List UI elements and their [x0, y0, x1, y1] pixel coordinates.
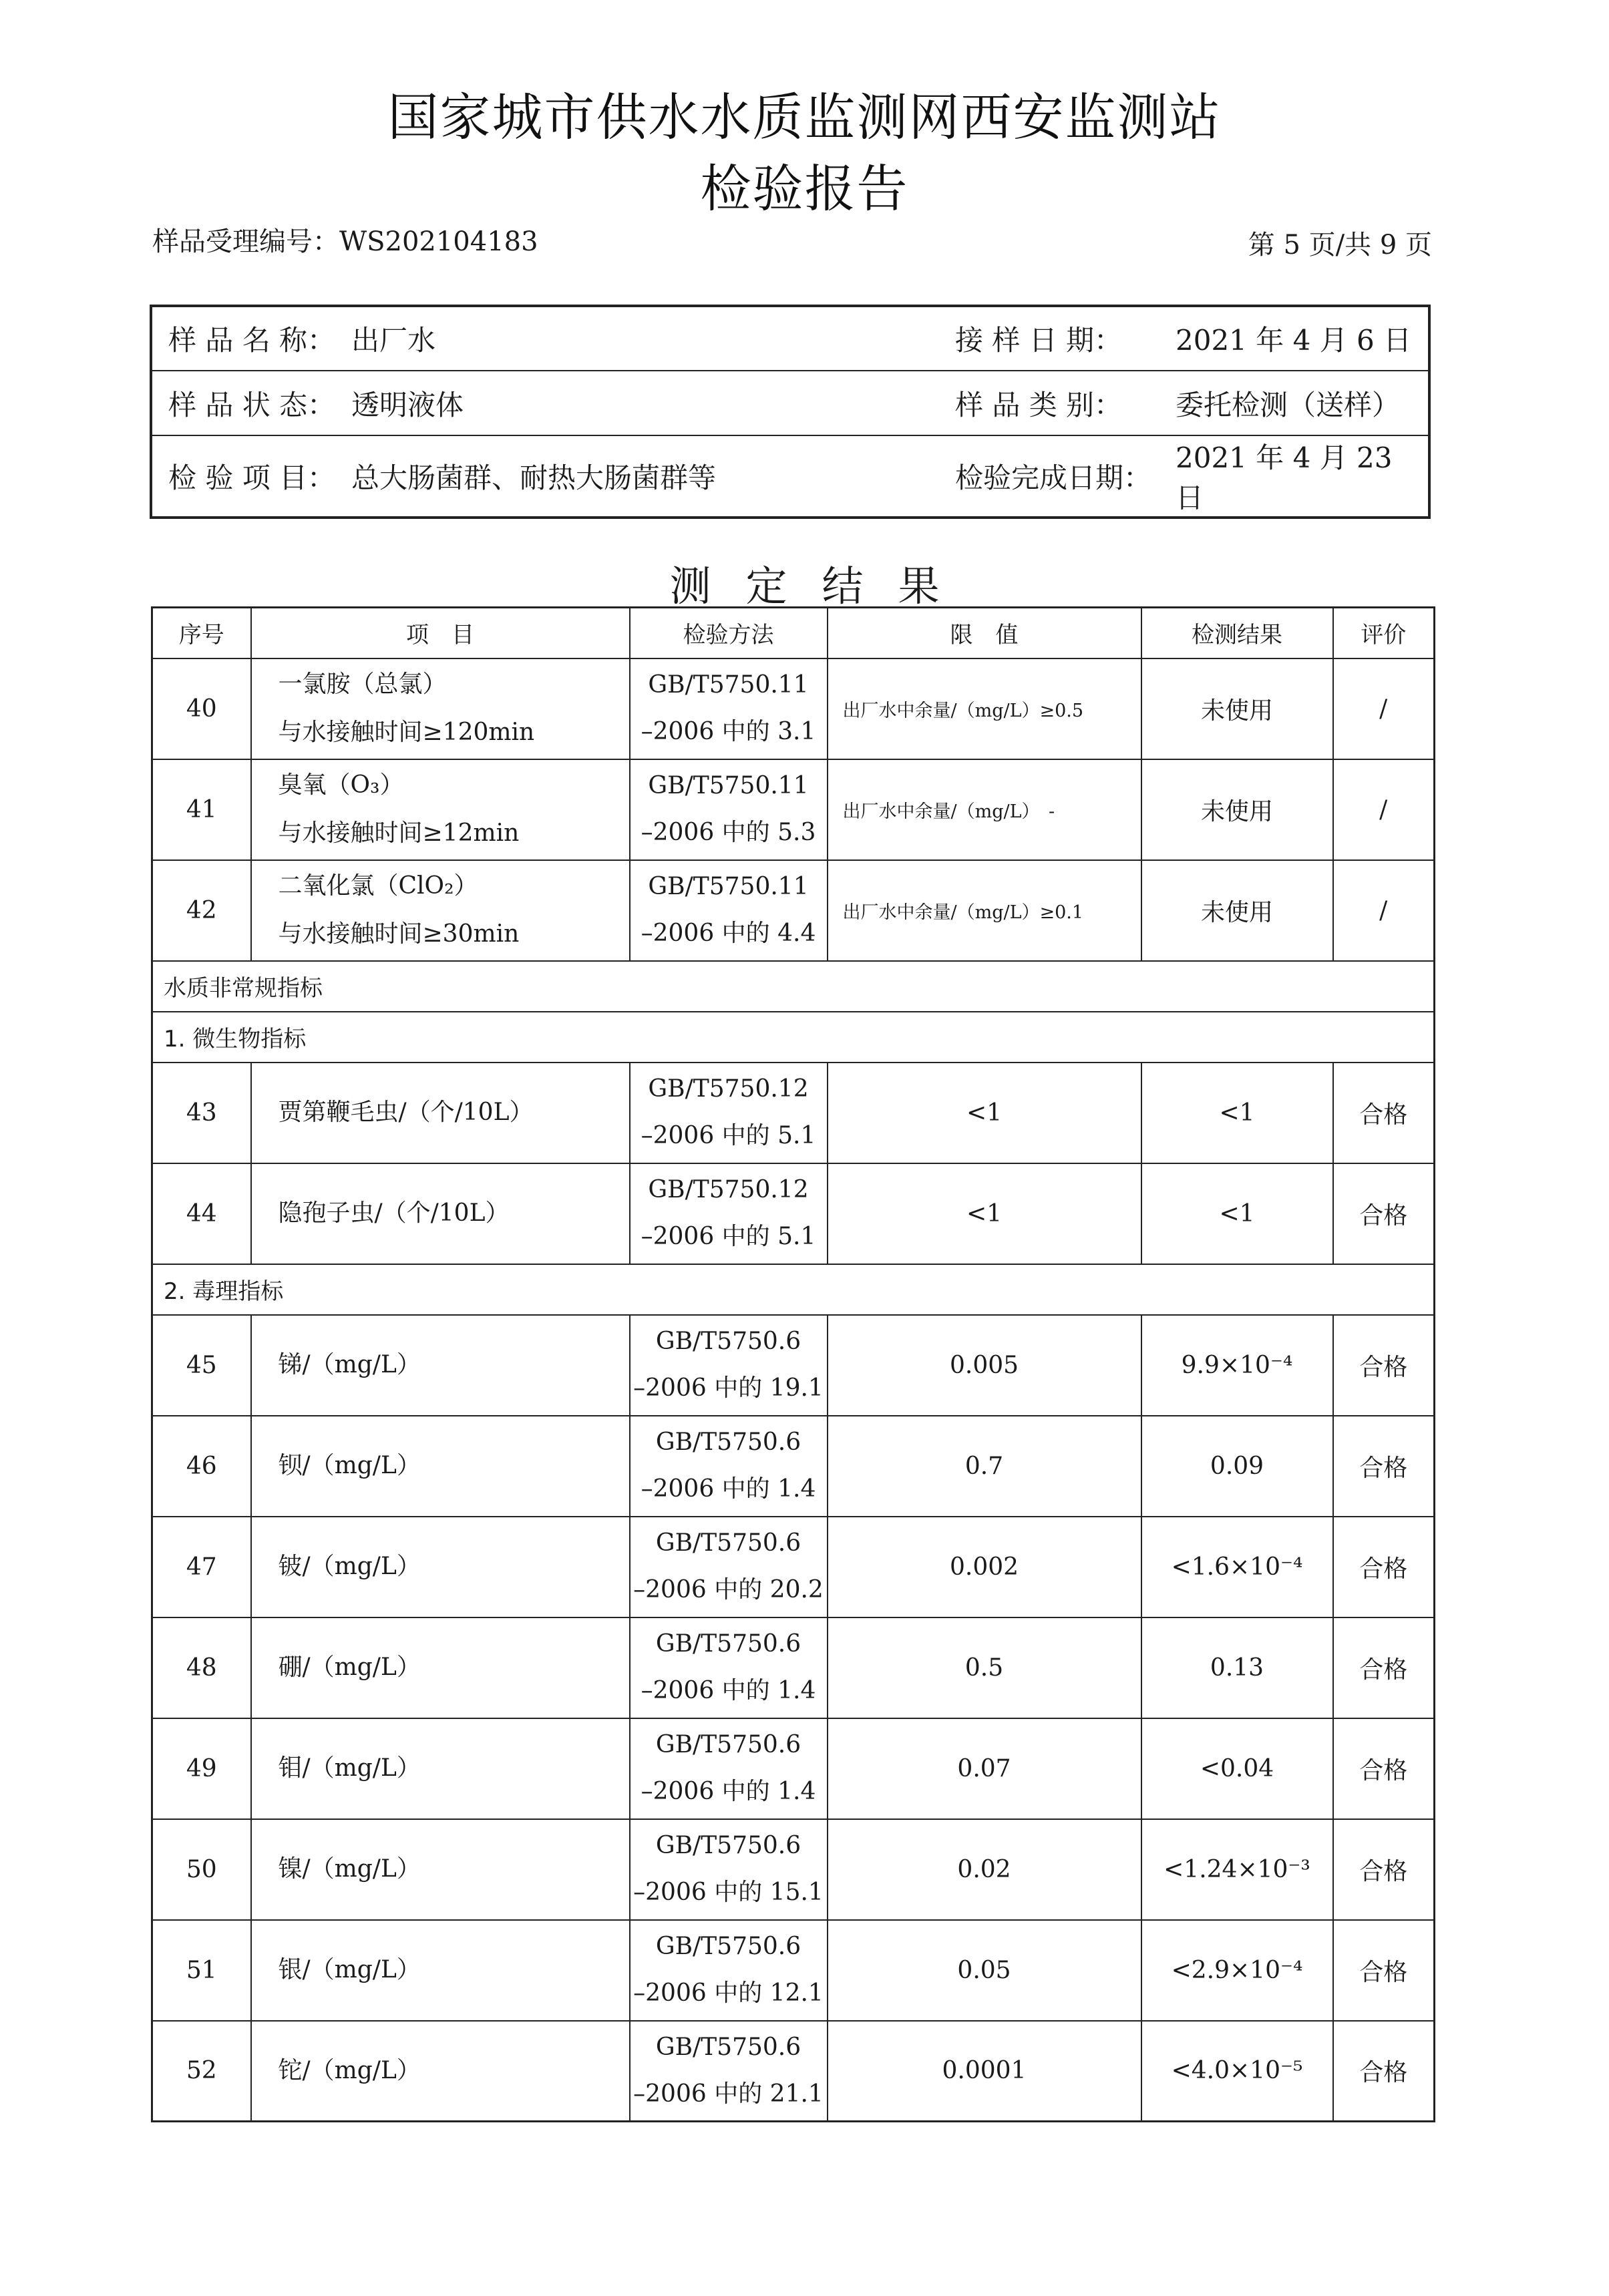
- table-row: [152, 1315, 1435, 1416]
- table-row: [152, 2021, 1435, 2122]
- row-eval: 合格: [1333, 1920, 1435, 2021]
- method-line: –2006 中的 1.4: [641, 1475, 816, 1503]
- row-eval: /: [1333, 860, 1435, 961]
- table-row: [152, 658, 1435, 759]
- row-item: [251, 658, 630, 759]
- info-value: 出厂水: [351, 306, 955, 371]
- row-no: 49: [152, 1718, 251, 1819]
- info-row: [151, 306, 1429, 371]
- method-line: –2006 中的 12.1: [633, 1979, 824, 2007]
- row-eval: 合格: [1333, 1315, 1435, 1416]
- row-limit: 0.005: [828, 1315, 1141, 1416]
- row-no: 52: [152, 2021, 251, 2122]
- table-row: [152, 1517, 1435, 1617]
- row-method: [630, 1063, 828, 1163]
- row-eval: 合格: [1333, 1617, 1435, 1718]
- row-no: 45: [152, 1315, 251, 1416]
- info-value: 总大肠菌群、耐热大肠菌群等: [351, 461, 717, 494]
- row-method: [630, 1617, 828, 1718]
- column-header-eval: 评价: [1333, 608, 1435, 658]
- row-item: 隐孢子虫/（个/10L）: [251, 1163, 630, 1264]
- row-result: 0.09: [1141, 1416, 1333, 1517]
- row-eval: 合格: [1333, 1517, 1435, 1617]
- row-no: 46: [152, 1416, 251, 1517]
- row-limit: 出厂水中余量/（mg/L）≥0.1: [828, 860, 1141, 961]
- section-label-nonroutine: 水质非常规指标: [152, 961, 1435, 1012]
- item-line: 一氯胺（总氯）: [278, 671, 447, 698]
- row-no: 41: [152, 759, 251, 860]
- row-method: [630, 1920, 828, 2021]
- row-result: <0.04: [1141, 1718, 1333, 1819]
- method-line: GB/T5750.6: [655, 1529, 801, 1557]
- row-eval: 合格: [1333, 1163, 1435, 1264]
- method-line: –2006 中的 4.4: [641, 920, 816, 947]
- column-header-method: 检验方法: [630, 608, 828, 658]
- method-line: GB/T5750.11: [648, 671, 809, 699]
- row-limit: <1: [828, 1163, 1141, 1264]
- row-limit: 0.05: [828, 1920, 1141, 2021]
- method-line: –2006 中的 20.2: [633, 1576, 824, 1603]
- row-method: [630, 1517, 828, 1617]
- method-line: –2006 中的 19.1: [633, 1374, 824, 1402]
- method-line: GB/T5750.6: [655, 1933, 801, 1960]
- method-line: GB/T5750.11: [648, 772, 809, 799]
- info-label: 样 品 类 别：: [955, 371, 1176, 435]
- column-header-no: 序号: [152, 608, 251, 658]
- row-limit: 0.002: [828, 1517, 1141, 1617]
- row-item: 镍/（mg/L）: [251, 1819, 630, 1920]
- row-no: 51: [152, 1920, 251, 2021]
- column-header-item: 项 目: [251, 608, 630, 658]
- row-limit: 0.0001: [828, 2021, 1141, 2122]
- column-header-limit: 限 值: [828, 608, 1141, 658]
- table-row: [152, 1920, 1435, 2021]
- section-row: [152, 1012, 1435, 1063]
- info-row: [151, 371, 1429, 435]
- section-label-microbial: 1. 微生物指标: [152, 1012, 1435, 1063]
- row-result: 0.13: [1141, 1617, 1333, 1718]
- row-result: <1: [1141, 1063, 1333, 1163]
- row-limit: 0.07: [828, 1718, 1141, 1819]
- results-section-title: 测定结果: [669, 562, 974, 610]
- method-line: –2006 中的 1.4: [641, 1677, 816, 1704]
- row-eval: 合格: [1333, 1718, 1435, 1819]
- row-no: 43: [152, 1063, 251, 1163]
- row-item: 铊/（mg/L）: [251, 2021, 630, 2122]
- header-row: [152, 608, 1435, 658]
- method-line: GB/T5750.11: [648, 873, 809, 900]
- method-line: –2006 中的 5.1: [641, 1122, 816, 1149]
- row-no: 48: [152, 1617, 251, 1718]
- row-limit: 出厂水中余量/（mg/L） -: [828, 759, 1141, 860]
- table-row: [152, 860, 1435, 961]
- row-method: [630, 1315, 828, 1416]
- info-row: [151, 435, 1429, 518]
- method-line: –2006 中的 5.3: [641, 819, 816, 846]
- method-line: –2006 中的 1.4: [641, 1778, 816, 1805]
- method-line: GB/T5750.12: [648, 1075, 809, 1103]
- row-item: 铍/（mg/L）: [251, 1517, 630, 1617]
- row-eval: 合格: [1333, 1416, 1435, 1517]
- info-value: 2021 年 4 月 23 日: [1176, 441, 1393, 514]
- method-line: –2006 中的 21.1: [633, 2080, 824, 2108]
- info-label: 接 样 日 期：: [955, 306, 1176, 371]
- row-item: [251, 860, 630, 961]
- method-line: GB/T5750.6: [655, 1630, 801, 1658]
- method-line: GB/T5750.6: [655, 1328, 801, 1355]
- row-method: [630, 1163, 828, 1264]
- row-method: [630, 759, 828, 860]
- row-method: [630, 1416, 828, 1517]
- row-result: 未使用: [1141, 759, 1333, 860]
- info-value: 2021 年 4 月 6 日: [1176, 306, 1429, 371]
- info-label: 样 品 状 态：: [151, 371, 351, 435]
- row-item: 银/（mg/L）: [251, 1920, 630, 2021]
- row-limit: 0.5: [828, 1617, 1141, 1718]
- method-line: –2006 中的 3.1: [641, 718, 816, 745]
- info-label: 检 验 项 目：: [168, 461, 336, 494]
- row-result: <4.0×10⁻⁵: [1141, 2021, 1333, 2122]
- info-value: 委托检测（送样）: [1176, 371, 1429, 435]
- report-title-line2: 检验报告: [700, 159, 909, 218]
- info-label: 样 品 名 称：: [151, 306, 351, 371]
- table-row: [152, 1617, 1435, 1718]
- row-no: 47: [152, 1517, 251, 1617]
- row-method: [630, 1819, 828, 1920]
- row-result: <1.6×10⁻⁴: [1141, 1517, 1333, 1617]
- row-eval: 合格: [1333, 2021, 1435, 2122]
- method-line: GB/T5750.6: [655, 1731, 801, 1758]
- row-item: 硼/（mg/L）: [251, 1617, 630, 1718]
- results-table: [151, 606, 1435, 2122]
- row-no: 44: [152, 1163, 251, 1264]
- table-row: [152, 1819, 1435, 1920]
- row-no: 40: [152, 658, 251, 759]
- row-limit: 出厂水中余量/（mg/L）≥0.5: [828, 658, 1141, 759]
- item-line: 与水接触时间≥12min: [278, 819, 520, 847]
- item-line: 臭氧（O₃）: [278, 771, 404, 799]
- row-result: <1: [1141, 1163, 1333, 1264]
- row-limit: 0.7: [828, 1416, 1141, 1517]
- row-method: [630, 860, 828, 961]
- row-item: 钡/（mg/L）: [251, 1416, 630, 1517]
- section-label-toxicological: 2. 毒理指标: [152, 1264, 1435, 1315]
- row-item: 钼/（mg/L）: [251, 1718, 630, 1819]
- method-line: –2006 中的 15.1: [633, 1879, 824, 1906]
- method-line: GB/T5750.12: [648, 1176, 809, 1203]
- row-limit: 0.02: [828, 1819, 1141, 1920]
- table-row: [152, 1416, 1435, 1517]
- column-header-result: 检测结果: [1141, 608, 1333, 658]
- method-line: GB/T5750.6: [655, 2033, 801, 2061]
- row-eval: /: [1333, 658, 1435, 759]
- section-row: [152, 961, 1435, 1012]
- row-method: [630, 2021, 828, 2122]
- row-result: <1.24×10⁻³: [1141, 1819, 1333, 1920]
- row-no: 50: [152, 1819, 251, 1920]
- method-line: –2006 中的 5.1: [641, 1223, 816, 1250]
- row-method: [630, 658, 828, 759]
- row-no: 42: [152, 860, 251, 961]
- info-label: 检验完成日期：: [955, 461, 1152, 494]
- row-item: 锑/（mg/L）: [251, 1315, 630, 1416]
- row-result: 未使用: [1141, 658, 1333, 759]
- item-line: 二氧化氯（ClO₂）: [278, 872, 478, 900]
- table-row: [152, 1063, 1435, 1163]
- row-item: [251, 759, 630, 860]
- table-row: [152, 759, 1435, 860]
- sample-info-table: [150, 305, 1431, 519]
- section-row: [152, 1264, 1435, 1315]
- info-value: 透明液体: [351, 371, 955, 435]
- row-item: 贾第鞭毛虫/（个/10L）: [251, 1063, 630, 1163]
- row-eval: 合格: [1333, 1819, 1435, 1920]
- report-title-line1: 国家城市供水水质监测网西安监测站: [387, 87, 1222, 147]
- row-result: 9.9×10⁻⁴: [1141, 1315, 1333, 1416]
- item-line: 与水接触时间≥120min: [278, 719, 535, 746]
- page-indicator: 第 5 页/共 9 页: [1248, 230, 1432, 260]
- method-line: GB/T5750.6: [655, 1832, 801, 1859]
- row-result: 未使用: [1141, 860, 1333, 961]
- method-line: GB/T5750.6: [655, 1428, 801, 1456]
- row-eval: 合格: [1333, 1063, 1435, 1163]
- table-row: [152, 1718, 1435, 1819]
- table-row: [152, 1163, 1435, 1264]
- item-line: 与水接触时间≥30min: [278, 920, 520, 948]
- sample-acceptance-number: 样品受理编号：WS202104183: [152, 226, 538, 257]
- row-result: <2.9×10⁻⁴: [1141, 1920, 1333, 2021]
- row-eval: /: [1333, 759, 1435, 860]
- row-limit: <1: [828, 1063, 1141, 1163]
- row-method: [630, 1718, 828, 1819]
